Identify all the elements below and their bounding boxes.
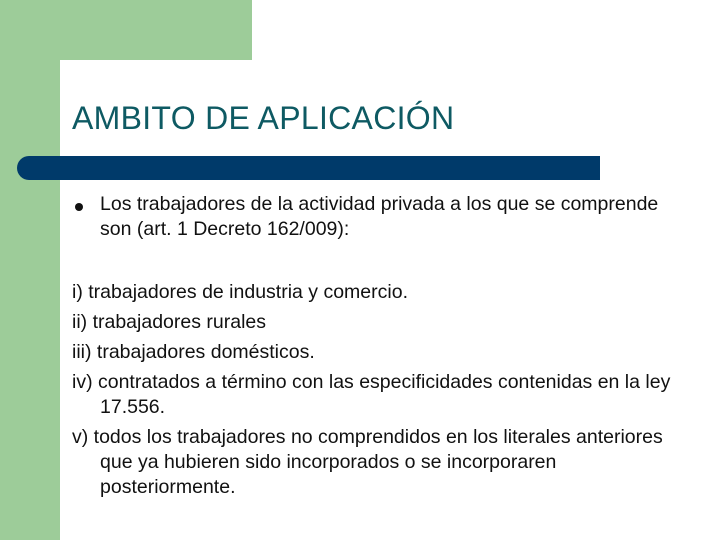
list-item: iii) trabajadores domésticos.: [72, 341, 315, 363]
bullet-dot-icon: [75, 203, 83, 211]
slide-title: AMBITO DE APLICACIÓN: [72, 100, 455, 136]
worker-category-list: [72, 280, 672, 505]
decorative-green-band-top: [0, 0, 252, 60]
list-item: i) trabajadores de industria y comercio.: [72, 281, 408, 303]
bullet-item: [72, 192, 672, 242]
bullet-text: Los trabajadores de la actividad privada a los que se comprende son (art. 1 Decreto 162/009):: [100, 193, 659, 240]
list-item: ii) trabajadores rurales: [72, 311, 267, 333]
title-underline-bar: [17, 156, 600, 180]
list-item: iv) contratados a término con las especificidades contenidas en la ley 17.556.: [72, 371, 671, 418]
list-item: v) todos los trabajadores no comprendidos en los literales anteriores que ya hubieren sido incorporados o se incorporaren posteriormente.: [72, 426, 663, 498]
decorative-green-band-left: [0, 0, 60, 540]
